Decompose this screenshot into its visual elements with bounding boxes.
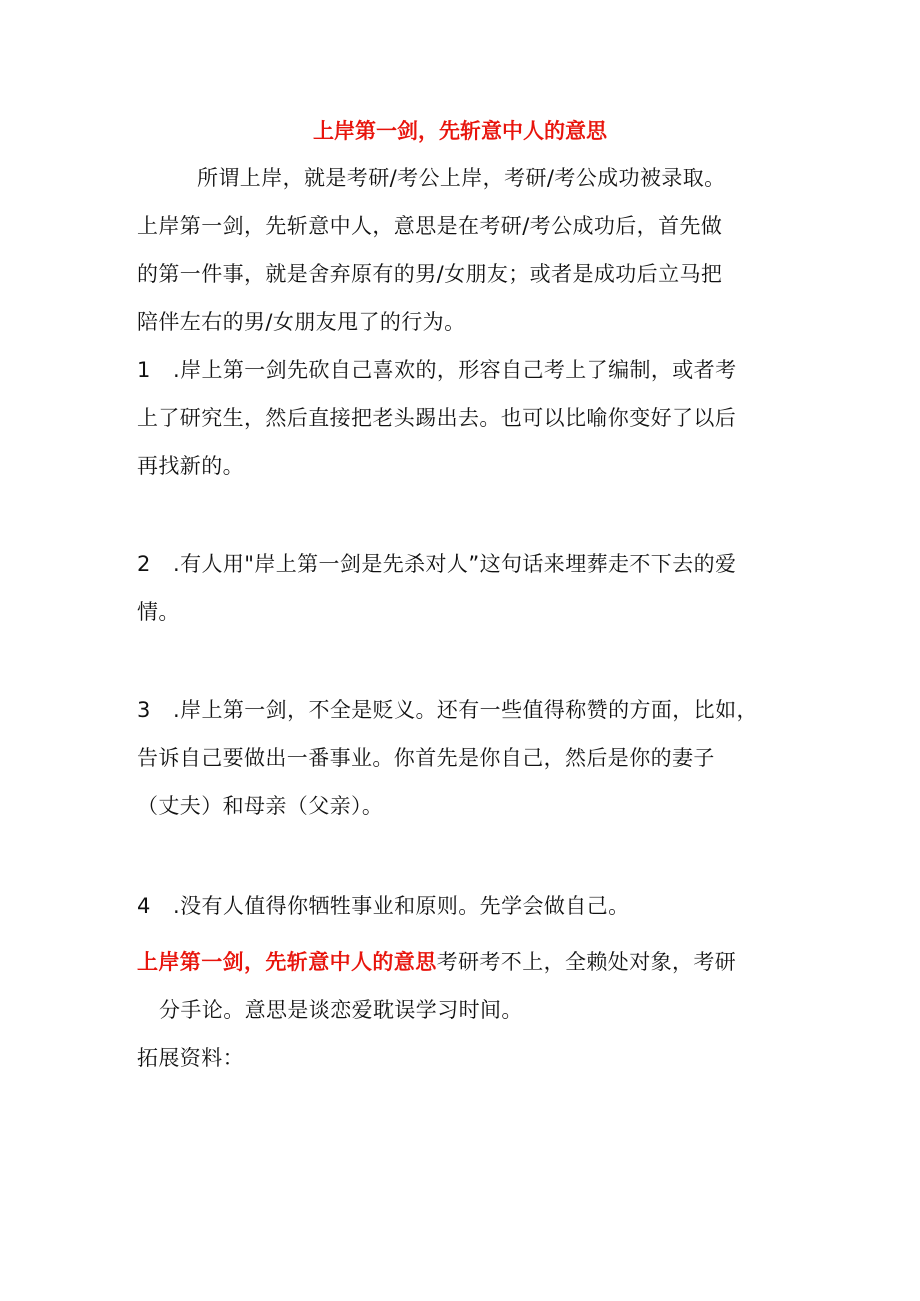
closing-text: 考研考不上，全赖处对象，考研 xyxy=(436,950,737,974)
item-text: .有人用"岸上第一剑是先杀对人”这句话来埋葬走不下去的爱 xyxy=(173,552,737,576)
closing-lead: 上岸第一剑，先斩意中人的意思 xyxy=(137,950,437,974)
item-text: 再找新的。 xyxy=(137,454,244,478)
item-text: .没有人值得你牺牲事业和原则。先学会做自己。 xyxy=(173,894,630,918)
item-text: .岸上第一剑先砍自己喜欢的，形容自己考上了编制，或者考 xyxy=(173,358,737,382)
document-title: 上岸第一剑，先斩意中人的意思 xyxy=(313,119,607,143)
list-item-3 xyxy=(137,686,797,830)
intro-line: 上岸第一剑，先斩意中人，意思是在考研/考公成功后，首先做 xyxy=(137,214,723,238)
list-item-4 xyxy=(137,882,797,930)
intro-line: 所谓上岸，就是考研/考公上岸，考研/考公成功被录取。 xyxy=(197,166,726,190)
intro-line: 的第一件事，就是舍弃原有的男/女朋友；或者是成功后立马把 xyxy=(137,262,723,286)
list-item-2 xyxy=(137,540,797,636)
item-number: 3 xyxy=(137,698,151,722)
list-item-1 xyxy=(137,346,797,490)
extended-label: 拓展资料： xyxy=(137,1046,244,1070)
intro-line: 陪伴左右的男/女朋友甩了的行为。 xyxy=(137,310,466,334)
closing-text: 分手论。意思是谈恋爱耽误学习时间。 xyxy=(159,998,523,1022)
item-number: 1 xyxy=(137,358,151,382)
item-text: 上了研究生，然后直接把老头踢出去。也可以比喻你变好了以后 xyxy=(137,406,737,430)
item-number: 4 xyxy=(137,894,151,918)
item-text: 告诉自己要做出一番事业。你首先是你自己，然后是你的妻子 xyxy=(137,746,715,770)
intro-paragraph xyxy=(137,154,797,346)
item-text: 情。 xyxy=(137,600,180,624)
item-number: 2 xyxy=(137,552,151,576)
item-text: .岸上第一剑，不全是贬义。还有一些值得称赞的方面，比如， xyxy=(173,698,758,722)
closing-paragraph xyxy=(137,938,797,1082)
item-text: （丈夫）和母亲（父亲）。 xyxy=(137,794,384,818)
